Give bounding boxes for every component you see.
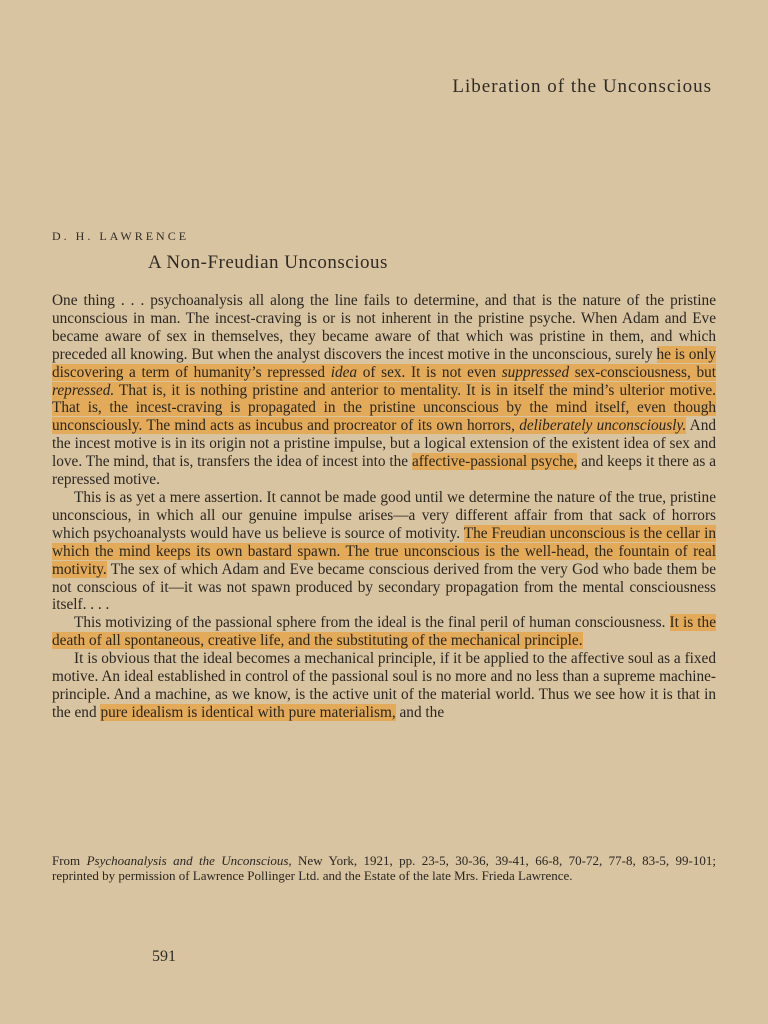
highlight-text: he is only discovering a term of humanity’s repressed [52,345,717,381]
highlight-text: sex-consciousness, but [569,363,716,381]
source-footnote [52,853,716,883]
footnote-text: From [52,853,87,868]
highlight-emphasis: idea [330,363,358,381]
highlight: The Freudian unconscious is the cellar in which the mind keeps its own bastard spawn. The true unconscious is the well-head, the fountain of real motivity. [52,524,716,578]
paragraph-4 [52,650,716,722]
paragraph-1 [52,292,716,489]
highlight-text: That is, it is nothing pristine and anterior to mentality. It is in itself the mind’s ulterior motive. That is, the incest-craving is propagated in the pristine unconscious by the mind itself, even though unconsciously. The mind acts as incubus and procreator of its own horrors, [52,381,716,435]
highlight-emphasis: deliberately unconsciously. [519,417,687,435]
paragraph-text: This motivizing of the passional sphere from the ideal is the final peril of human consciousness. [74,614,670,632]
paragraph-text: It is obvious that the ideal becomes a mechanical principle, if it be applied to the affective soul as a fixed motive. An ideal established in control of the passional soul is no more and no less than a supreme machine-principle. And a machine, as we know, is the active unit of the material world. Thus we see how it is that in the end [52,650,716,721]
article-body [52,292,716,722]
page-number: 591 [152,948,176,965]
paragraph-3 [52,614,716,650]
running-head: Liberation of the Unconscious [452,76,712,97]
footnote-source-title: Psychoanalysis and the Unconscious, [86,853,292,868]
article-title: A Non-Freudian Unconscious [148,252,388,273]
highlight-text: of sex. It is not even [357,363,502,381]
paragraph-2 [52,489,716,614]
highlight-emphasis: suppressed [501,363,570,381]
article-author: D. H. LAWRENCE [52,229,190,243]
paragraph-text: The sex of which Adam and Eve became conscious derived from the very God who bade them be not conscious of it—it was not spawn produced by secondary propagation from the mental consciousness itself. . . . [52,560,716,614]
highlight-emphasis: repressed. [52,381,115,399]
paragraph-text: One thing . . . psychoanalysis all along the line fails to determine, and that is the nature of the pristine unconscious in man. The incest-craving is or is not inherent in the pristine psyche. When Adam and Eve became aware of sex in themselves, they became aware of that which was pristine in them, and which preceded all knowing. But when the analyst discovers the incest motive in the unconscious, surely [52,292,716,363]
paragraph-text: And the incest motive is in its origin not a pristine impulse, but a logical extension of the existent idea of sex and love. The mind, that is, transfers the idea of incest into the [52,417,716,471]
highlight: affective-passional psyche, [411,453,578,471]
paragraph-text: This is as yet a mere assertion. It cannot be made good until we determine the nature of the true, pristine unconscious, in which all our genuine impulse arises—a very different affair from that sack of horrors which psychoanalysts would have us believe is source of motivity. [52,488,716,542]
footnote-text: New York, 1921, pp. 23-5, 30-36, 39-41, 66-8, 70-72, 77-8, 83-5, 99-101; reprinted by permission of Lawrence Pollinger Ltd. and the Estate of the late Mrs. Frieda Lawrence. [52,853,716,883]
highlight: pure idealism is identical with pure materialism, [100,703,396,721]
paragraph-text: and keeps it there as a repressed motive. [52,453,717,489]
highlight: It is the death of all spontaneous, creative life, and the substituting of the mechanical principle. [52,614,716,650]
paragraph-text: and the [395,703,445,721]
